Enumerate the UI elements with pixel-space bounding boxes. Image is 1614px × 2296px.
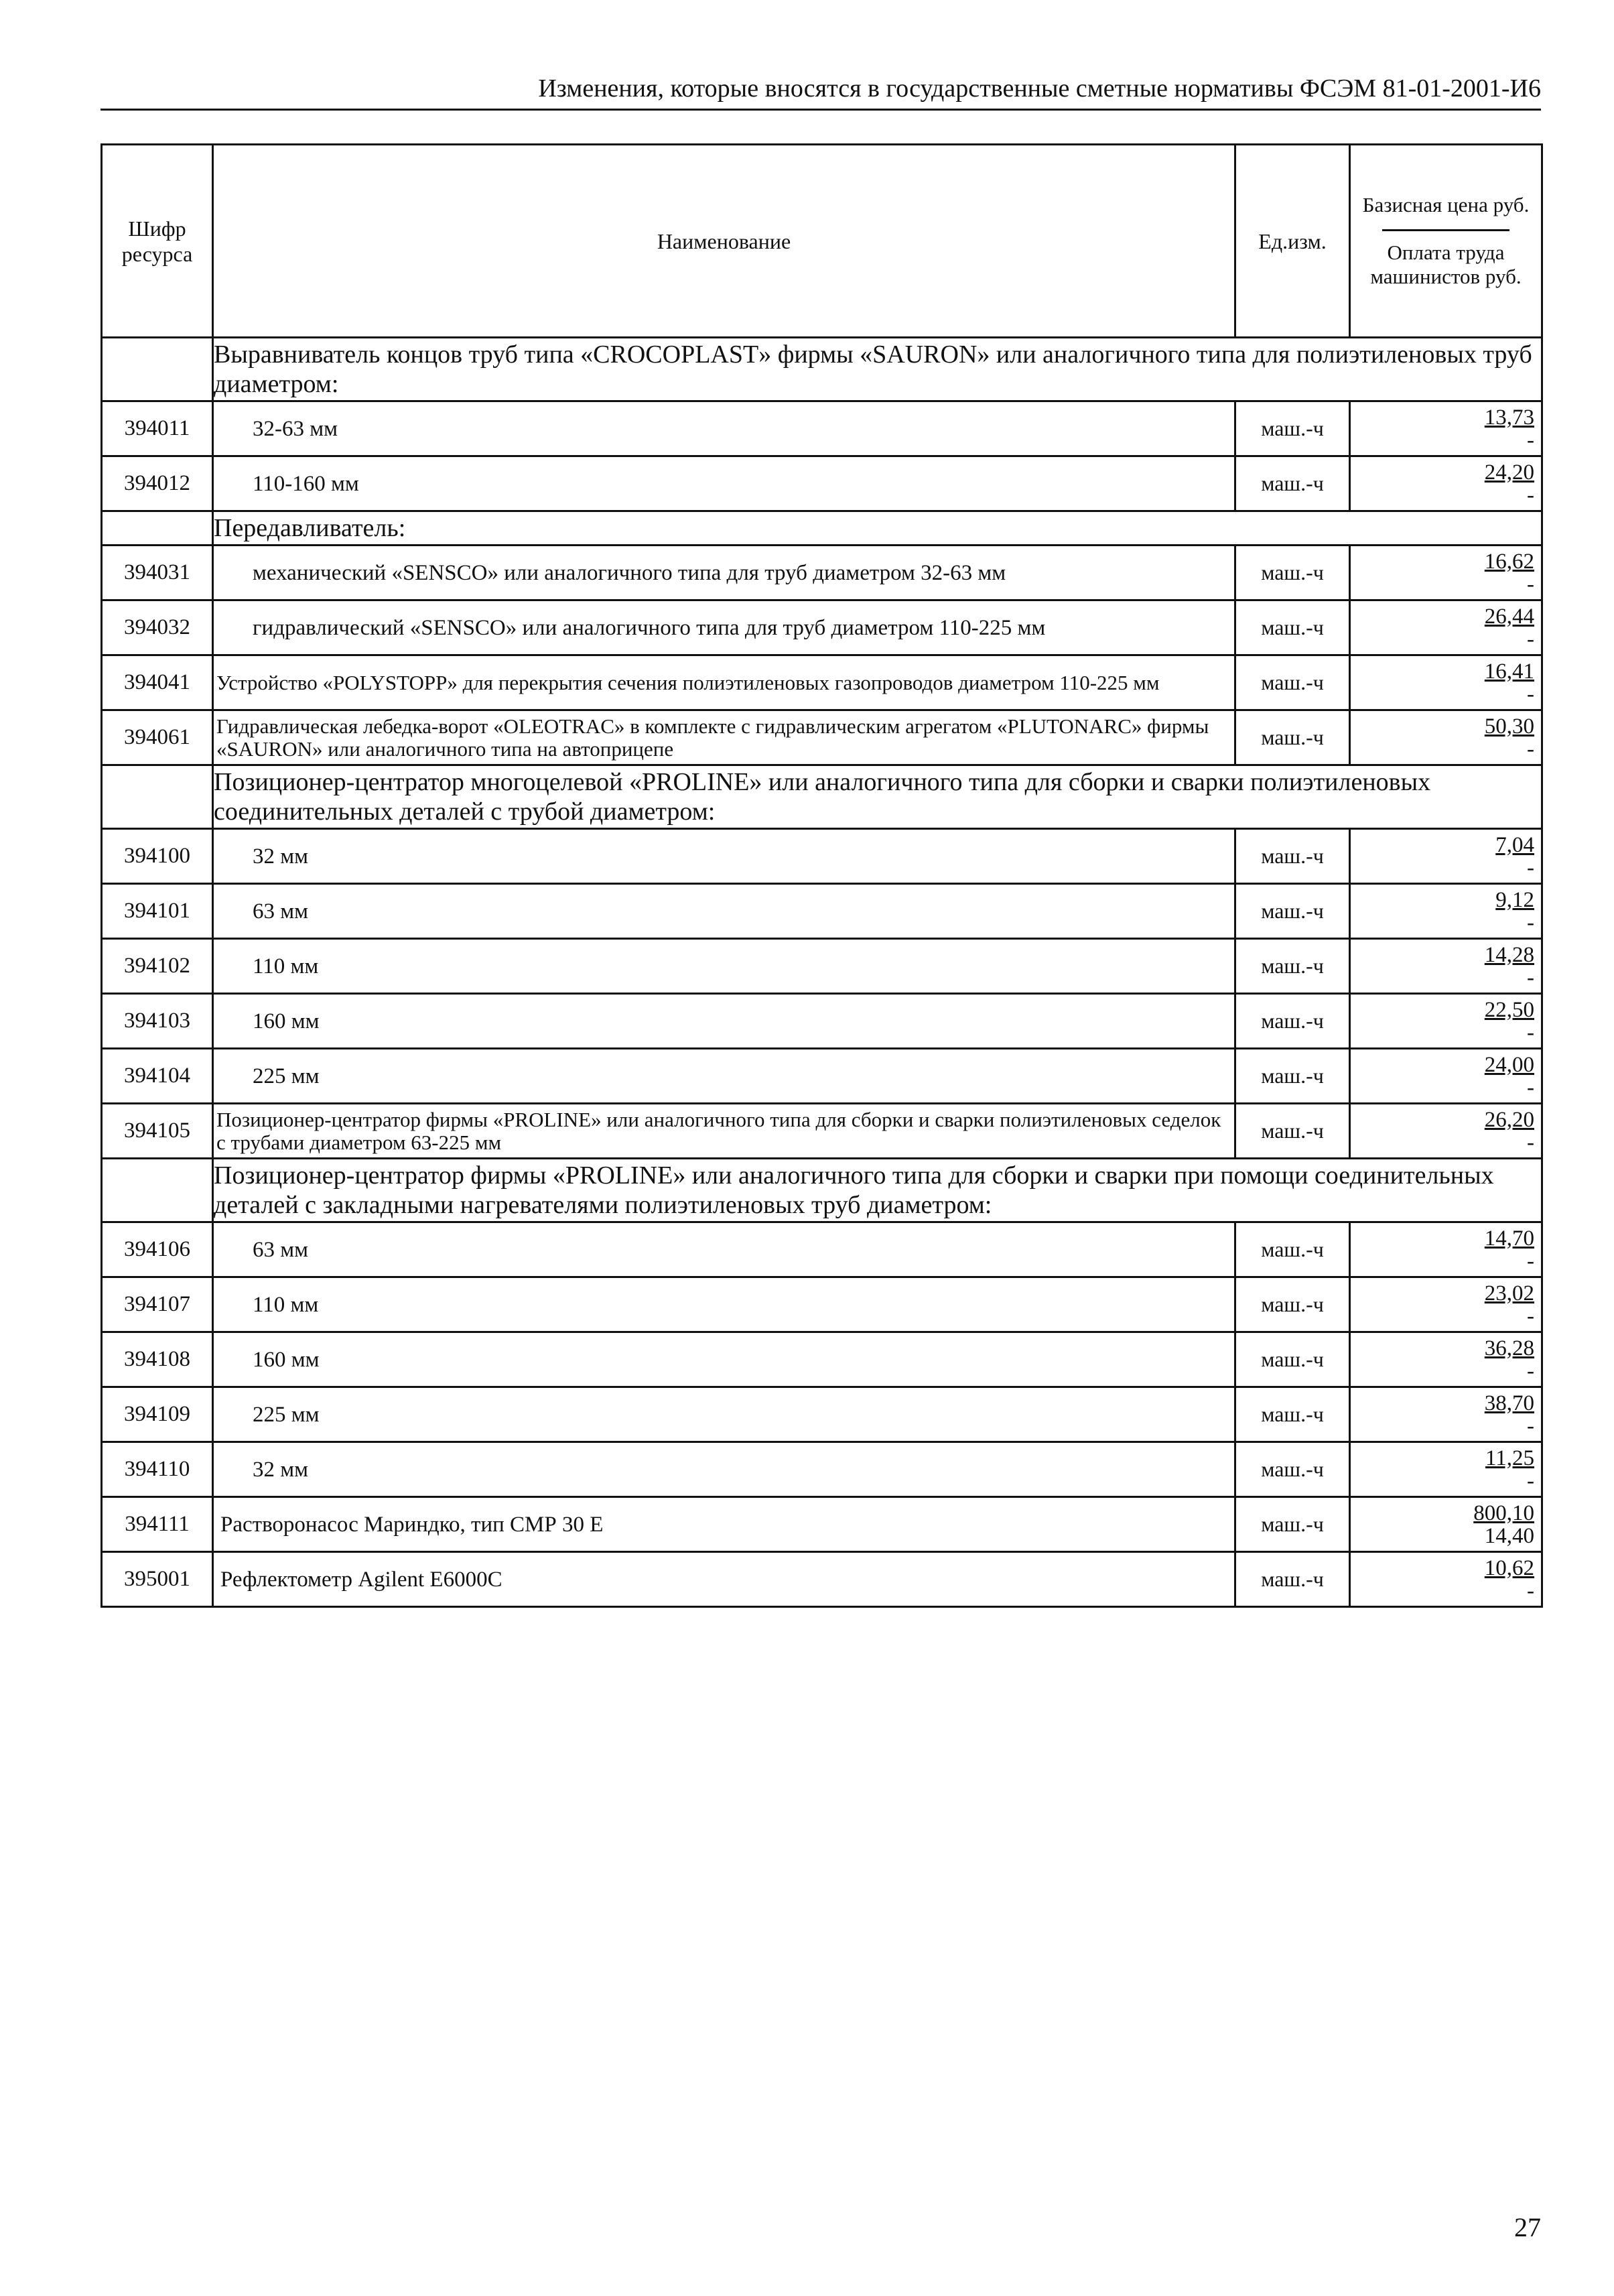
resource-code: 394061 xyxy=(102,710,213,765)
group-heading: Позиционер-центратор фирмы «PROLINE» или аналогичного типа для сборки и сварки при помощи соединительных деталей с закладными нагревателями полиэтиленовых труб диаметром: xyxy=(213,1159,1542,1222)
resource-code: 394105 xyxy=(102,1104,213,1159)
price-cell xyxy=(1350,1497,1542,1552)
resource-code: 394103 xyxy=(102,994,213,1049)
table-row xyxy=(102,994,1542,1049)
resource-name: Позиционер-центратор фирмы «PROLINE» или аналогичного типа для сборки и сварки полиэтиленовых седелок с трубами диаметром 63-225 мм xyxy=(213,1104,1235,1159)
price-cell xyxy=(1350,1332,1542,1387)
resource-name: Устройство «POLYSTOPP» для перекрытия сечения полиэтиленовых газопроводов диаметром 110-225 мм xyxy=(213,655,1235,710)
table-row xyxy=(102,829,1542,884)
table-row xyxy=(102,1104,1542,1159)
resource-code: 394104 xyxy=(102,1049,213,1104)
resource-code: 394106 xyxy=(102,1222,213,1277)
resource-code: 394110 xyxy=(102,1442,213,1497)
table-row xyxy=(102,939,1542,994)
base-price: 16,41 xyxy=(1484,659,1534,684)
header-code: Шифр ресурса xyxy=(102,145,213,338)
price-cell xyxy=(1350,1277,1542,1332)
unit-of-measure: маш.-ч xyxy=(1235,655,1350,710)
resource-name: 32 мм xyxy=(213,829,1235,884)
group-heading: Выравниватель концов труб типа «CROCOPLAST» фирмы «SAURON» или аналогичного типа для полиэтиленовых труб диаметром: xyxy=(213,338,1542,401)
base-price: 9,12 xyxy=(1495,887,1534,912)
table-row xyxy=(102,1049,1542,1104)
price-cell xyxy=(1350,1104,1542,1159)
resource-name: Рефлектометр Agilent E6000C xyxy=(213,1552,1235,1607)
operator-wage: - xyxy=(1527,1075,1534,1100)
operator-wage: - xyxy=(1527,910,1534,935)
resource-name: Растворонасос Мариндко, тип СМР 30 Е xyxy=(213,1497,1235,1552)
resource-name: 63 мм xyxy=(213,884,1235,939)
operator-wage: - xyxy=(1527,627,1534,651)
base-price: 24,20 xyxy=(1484,460,1534,485)
resource-name: 225 мм xyxy=(213,1387,1235,1442)
group-heading-row xyxy=(102,1159,1542,1222)
resource-code: 394032 xyxy=(102,600,213,655)
table-header-row xyxy=(102,145,1542,338)
price-cell xyxy=(1350,939,1542,994)
table-row xyxy=(102,1387,1542,1442)
table-row xyxy=(102,655,1542,710)
group-heading-row xyxy=(102,511,1542,546)
table-row xyxy=(102,600,1542,655)
operator-wage: - xyxy=(1527,1130,1534,1155)
unit-of-measure: маш.-ч xyxy=(1235,1222,1350,1277)
unit-of-measure: маш.-ч xyxy=(1235,939,1350,994)
table-row xyxy=(102,1552,1542,1607)
resource-code: 394100 xyxy=(102,829,213,884)
resource-code: 394107 xyxy=(102,1277,213,1332)
header-unit: Ед.изм. xyxy=(1235,145,1350,338)
resource-code: 394109 xyxy=(102,1387,213,1442)
group-heading: Позиционер-центратор многоцелевой «PROLINE» или аналогичного типа для сборки и сварки полиэтиленовых соединительных деталей с трубой диаметром: xyxy=(213,765,1542,829)
base-price: 7,04 xyxy=(1495,832,1534,857)
operator-wage: - xyxy=(1527,1020,1534,1045)
resource-name: механический «SENSCO» или аналогичного типа для труб диаметром 32-63 мм xyxy=(213,546,1235,600)
group-code-cell xyxy=(102,511,213,546)
operator-wage: - xyxy=(1527,428,1534,452)
price-cell xyxy=(1350,1222,1542,1277)
group-code-cell xyxy=(102,765,213,829)
resource-code: 394102 xyxy=(102,939,213,994)
table-body xyxy=(102,338,1542,1607)
price-cell xyxy=(1350,829,1542,884)
document-header xyxy=(100,72,1541,111)
table-row xyxy=(102,546,1542,600)
unit-of-measure: маш.-ч xyxy=(1235,1049,1350,1104)
unit-of-measure: маш.-ч xyxy=(1235,994,1350,1049)
table-row xyxy=(102,456,1542,511)
resource-name: 110 мм xyxy=(213,939,1235,994)
operator-wage: - xyxy=(1527,1413,1534,1438)
group-heading-row xyxy=(102,765,1542,829)
base-price: 10,62 xyxy=(1484,1555,1534,1580)
operator-wage: - xyxy=(1527,572,1534,596)
unit-of-measure: маш.-ч xyxy=(1235,1277,1350,1332)
resource-name: 32-63 мм xyxy=(213,401,1235,456)
table-row xyxy=(102,884,1542,939)
resource-name: 110 мм xyxy=(213,1277,1235,1332)
operator-wage: - xyxy=(1527,1303,1534,1328)
operator-wage: - xyxy=(1527,965,1534,990)
table-row xyxy=(102,710,1542,765)
document-title: Изменения, которые вносятся в государственные сметные нормативы ФСЭМ 81-01-2001-И6 xyxy=(538,74,1541,103)
base-price: 36,28 xyxy=(1484,1336,1534,1360)
operator-wage: - xyxy=(1527,1578,1534,1603)
resource-code: 394012 xyxy=(102,456,213,511)
resource-code: 394031 xyxy=(102,546,213,600)
resource-name: 160 мм xyxy=(213,994,1235,1049)
resource-code: 394011 xyxy=(102,401,213,456)
price-cell xyxy=(1350,546,1542,600)
page-number: 27 xyxy=(1514,2212,1541,2242)
operator-wage: - xyxy=(1527,682,1534,706)
operator-wage: 14,40 xyxy=(1484,1523,1534,1548)
resource-table xyxy=(100,143,1543,1608)
resource-code: 394041 xyxy=(102,655,213,710)
price-cell xyxy=(1350,1387,1542,1442)
base-price: 13,73 xyxy=(1484,405,1534,430)
table-row xyxy=(102,1497,1542,1552)
resource-name: гидравлический «SENSCO» или аналогичного типа для труб диаметром 110-225 мм xyxy=(213,600,1235,655)
operator-wage: - xyxy=(1527,1249,1534,1273)
resource-name: 63 мм xyxy=(213,1222,1235,1277)
header-operator-wage: Оплата труда машинистов руб. xyxy=(1370,241,1522,288)
price-cell xyxy=(1350,1049,1542,1104)
table-row xyxy=(102,1332,1542,1387)
operator-wage: - xyxy=(1527,1358,1534,1383)
base-price: 26,20 xyxy=(1484,1107,1534,1132)
base-price: 14,28 xyxy=(1484,942,1534,967)
group-code-cell xyxy=(102,338,213,401)
price-cell xyxy=(1350,994,1542,1049)
operator-wage: - xyxy=(1527,855,1534,880)
header-base-price: Базисная цена руб. xyxy=(1362,193,1530,216)
price-cell xyxy=(1350,1552,1542,1607)
resource-name: 110-160 мм xyxy=(213,456,1235,511)
unit-of-measure: маш.-ч xyxy=(1235,1387,1350,1442)
resource-code: 394111 xyxy=(102,1497,213,1552)
table-row xyxy=(102,1222,1542,1277)
base-price: 24,00 xyxy=(1484,1052,1534,1077)
unit-of-measure: маш.-ч xyxy=(1235,401,1350,456)
header-price xyxy=(1350,145,1542,338)
unit-of-measure: маш.-ч xyxy=(1235,1442,1350,1497)
price-cell xyxy=(1350,884,1542,939)
resource-code: 394108 xyxy=(102,1332,213,1387)
base-price: 50,30 xyxy=(1484,714,1534,739)
base-price: 14,70 xyxy=(1484,1226,1534,1251)
price-cell xyxy=(1350,401,1542,456)
price-cell xyxy=(1350,1442,1542,1497)
unit-of-measure: маш.-ч xyxy=(1235,829,1350,884)
resource-name: 32 мм xyxy=(213,1442,1235,1497)
base-price: 11,25 xyxy=(1485,1446,1534,1470)
resource-code: 395001 xyxy=(102,1552,213,1607)
unit-of-measure: маш.-ч xyxy=(1235,1332,1350,1387)
unit-of-measure: маш.-ч xyxy=(1235,1552,1350,1607)
operator-wage: - xyxy=(1527,1468,1534,1493)
group-heading-row xyxy=(102,338,1542,401)
base-price: 16,62 xyxy=(1484,549,1534,574)
price-cell xyxy=(1350,600,1542,655)
operator-wage: - xyxy=(1527,737,1534,761)
unit-of-measure: маш.-ч xyxy=(1235,600,1350,655)
unit-of-measure: маш.-ч xyxy=(1235,546,1350,600)
resource-code: 394101 xyxy=(102,884,213,939)
group-code-cell xyxy=(102,1159,213,1222)
unit-of-measure: маш.-ч xyxy=(1235,456,1350,511)
group-heading: Передавливатель: xyxy=(213,511,1542,546)
unit-of-measure: маш.-ч xyxy=(1235,1104,1350,1159)
price-cell xyxy=(1350,456,1542,511)
base-price: 23,02 xyxy=(1484,1281,1534,1305)
base-price: 38,70 xyxy=(1484,1391,1534,1415)
resource-name: 160 мм xyxy=(213,1332,1235,1387)
base-price: 22,50 xyxy=(1484,997,1534,1022)
resource-name: 225 мм xyxy=(213,1049,1235,1104)
unit-of-measure: маш.-ч xyxy=(1235,884,1350,939)
unit-of-measure: маш.-ч xyxy=(1235,710,1350,765)
table-row xyxy=(102,1277,1542,1332)
resource-name: Гидравлическая лебедка-ворот «OLEOTRAC» в комплекте с гидравлическим агрегатом «PLUTONARC» фирмы «SAURON» или аналогичного типа на автоприцепе xyxy=(213,710,1235,765)
table-row xyxy=(102,401,1542,456)
operator-wage: - xyxy=(1527,483,1534,507)
base-price: 26,44 xyxy=(1484,604,1534,629)
price-cell xyxy=(1350,710,1542,765)
unit-of-measure: маш.-ч xyxy=(1235,1497,1350,1552)
base-price: 800,10 xyxy=(1473,1501,1534,1525)
table-row xyxy=(102,1442,1542,1497)
header-name: Наименование xyxy=(213,145,1235,338)
price-cell xyxy=(1350,655,1542,710)
